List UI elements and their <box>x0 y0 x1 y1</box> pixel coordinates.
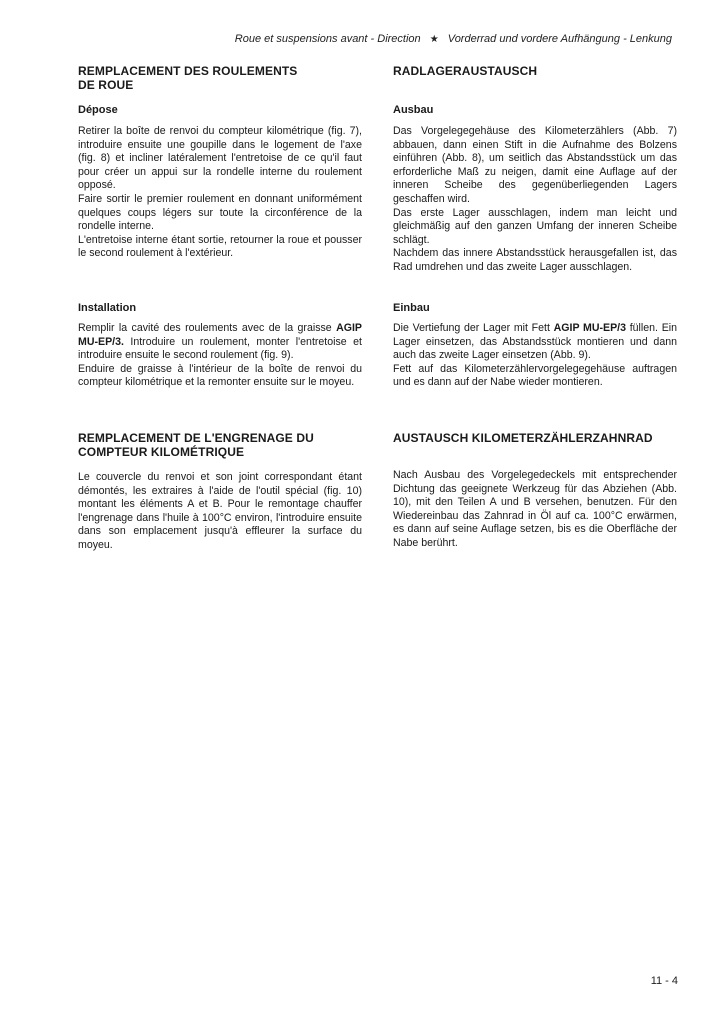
fr-depose-paragraph: Retirer la boîte de renvoi du compteur kilométrique (fig. 7), introduire ensuite une goupille dans le logement de l'axe (fig. 8) et incliner latéralement l'entretoise de ce qu'il faut pour créer un appui sur la rondelle interne du roulement opposé. <box>78 125 362 192</box>
fr-grease-name: AGIP MU-EP/3. <box>78 322 362 348</box>
fr-installation-subtitle <box>78 302 362 315</box>
fr-title-line: REMPLACEMENT DE L'ENGRENAGE DU <box>78 431 314 445</box>
fr-depose-paragraph: Faire sortir le premier roulement en donnant uniformément quelques coups légers sur toute la circonférence de la rondelle interne. <box>78 192 362 233</box>
star-icon: ★ <box>429 34 439 45</box>
de-title: AUSTAUSCH KILOMETERZÄHLERZAHNRAD <box>393 431 653 445</box>
fr-depose-heading: Dépose <box>78 104 118 116</box>
fr-depose-subtitle <box>78 104 362 117</box>
fr-section-gear-title <box>78 431 362 459</box>
page-number: 11 - 4 <box>650 975 678 987</box>
de-einbau-heading: Einbau <box>393 302 430 314</box>
fr-depose-paragraph: L'entretoise interne étant sortie, retourner la roue et pousser le second roulement à l'extérieur. <box>78 233 362 260</box>
fr-text: Remplir la cavité des roulements avec de la graisse <box>78 322 337 334</box>
de-section-gear-title <box>393 431 677 445</box>
fr-title-line: REMPLACEMENT DES ROULEMENTS <box>78 64 298 78</box>
de-ausbau-subtitle <box>393 104 677 117</box>
de-gear-paragraph: Nach Ausbau des Vorgelegedeckels mit entsprechender Dichtung das geeignete Werkzeug für das Abziehen (Abb. 10), mit den Teilen A und B versehen, benutzen. Für den Wiedereinbau das Zahnrad in Öl auf ca. 100°C erwärmen, es dann auf seine Auflage setzen, bis es die Oberfläche der Nabe berührt. <box>393 469 677 549</box>
de-section-wheel-bearings-title <box>393 64 677 78</box>
de-einbau-subtitle <box>393 302 677 315</box>
de-gear-body <box>393 469 677 551</box>
fr-title-line: COMPTEUR KILOMÉTRIQUE <box>78 445 245 459</box>
de-title: RADLAGERAUSTAUSCH <box>393 64 538 78</box>
de-ausbau-heading: Ausbau <box>393 104 434 116</box>
de-einbau-paragraph <box>393 322 677 363</box>
fr-installation-paragraph: Enduire de graisse à l'intérieur de la boîte de renvoi du compteur kilométrique et la remonter ensuite sur le moyeu. <box>78 362 362 389</box>
header-left: Roue et suspensions avant - Direction <box>234 33 421 45</box>
de-ausbau-paragraph: Nachdem das innere Abstandsstück herausgefallen ist, das Rad umdrehen und das zweite Lager ausschlagen. <box>393 247 677 273</box>
de-ausbau-paragraph: Das Vorgelegegehäuse des Kilometerzählers (Abb. 7) abbauen, dann einen Stift in die Aufnahme des Bolzens einführen (Abb. 8), um seitlich das Abstandsstück um das erforderliche Maß zu neigen, damit eine Auflage auf der inneren Scheibe des gegenüberliegenden Lagers geschaffen wird. <box>393 125 677 205</box>
fr-gear-body <box>78 471 362 553</box>
running-header <box>235 33 672 45</box>
fr-section-wheel-bearings-title <box>78 64 362 92</box>
de-ausbau-body <box>393 125 677 275</box>
de-einbau-body <box>393 322 677 390</box>
fr-depose-body <box>78 125 362 261</box>
de-grease-name: AGIP MU-EP/3 <box>553 322 627 334</box>
fr-installation-heading: Installation <box>78 302 137 314</box>
fr-text: Introduire un roulement, monter l'entretoise et introduire ensuite le second roulement (fig. 9). <box>78 335 362 362</box>
header-right: Vorderrad und vordere Aufhängung - Lenkung <box>447 33 672 45</box>
fr-installation-paragraph <box>78 322 362 363</box>
de-einbau-paragraph: Fett auf das Kilometerzählervorgelegegehäuse auftragen und es dann auf der Nabe wieder montieren. <box>393 362 677 389</box>
fr-installation-body <box>78 322 362 390</box>
fr-title-line: DE ROUE <box>78 78 134 92</box>
fr-gear-paragraph: Le couvercle du renvoi et son joint correspondant étant démontés, les extraires à l'aide de l'outil spécial (fig. 10) montant les éléments A et B. Pour le remontage chauffer l'engrenage dans l'huile à 100°C environ, l'introduire ensuite dans son emplacement jusqu'à effleurer la surface du moyeu. <box>78 471 362 551</box>
de-ausbau-paragraph: Das erste Lager ausschlagen, indem man leicht und gleichmäßig auf den ganzen Umfang der inneren Scheibe schlägt. <box>393 206 677 246</box>
de-text: Die Vertiefung der Lager mit Fett <box>393 322 554 334</box>
de-text: füllen. Ein Lager einsetzen, das Abstandsstück montieren und dann auch das zweite Lager einsetzen (Abb. 9). <box>393 322 678 362</box>
